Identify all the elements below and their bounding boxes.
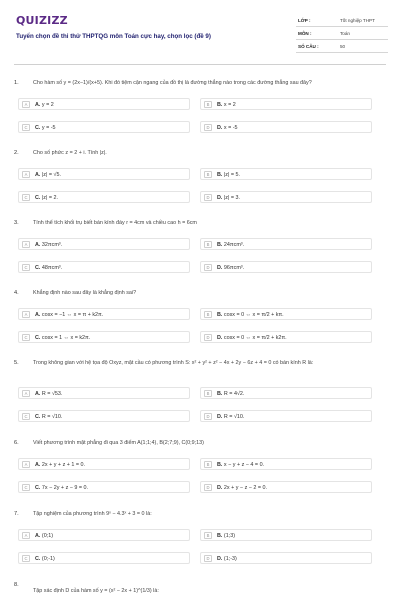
option-letter: A xyxy=(22,311,30,318)
option-letter: B xyxy=(204,532,212,539)
option-text: x = 2 xyxy=(223,101,236,108)
option-prefix: D. xyxy=(217,334,223,341)
question-number: 8. xyxy=(14,582,19,588)
option-text: 24πcm³. xyxy=(223,241,245,248)
option-5c[interactable] xyxy=(18,410,190,422)
option-6a[interactable] xyxy=(18,458,190,470)
option-prefix: B. xyxy=(217,532,223,539)
question-text: Cho hàm số y = (2x−1)/(x+5). Khi đó tiệm cận ngang của đồ thị là đường thẳng nào trong các đường thẳng sau đây? xyxy=(33,80,312,86)
question-text: Tính thể tích khối trụ biết bán kính đáy r = 4cm và chiều cao h = 6cm xyxy=(33,220,197,226)
option-text: 2x + y − z − 2 = 0. xyxy=(223,484,268,491)
option-letter: C xyxy=(22,334,30,341)
option-prefix: A. xyxy=(35,241,41,248)
meta-value: 50 xyxy=(340,44,346,49)
option-prefix: A. xyxy=(35,390,41,397)
quizizz-logo: QUIZIZZ xyxy=(16,14,68,27)
option-text: (0;1) xyxy=(41,532,53,539)
option-text: 32πcm³. xyxy=(41,241,63,248)
option-text: 48πcm³. xyxy=(41,264,63,271)
option-text: cosx = 0 ⇔ x = π/2 + kπ. xyxy=(223,311,284,318)
option-letter: D xyxy=(204,264,212,271)
option-letter: A xyxy=(22,532,30,539)
question-number: 3. xyxy=(14,220,19,226)
option-letter: A xyxy=(22,461,30,468)
meta-row-count xyxy=(296,40,388,53)
option-text: x − y + z − 4 = 0. xyxy=(223,461,265,468)
option-prefix: C. xyxy=(35,484,41,491)
option-text: cosx = −1 ⇔ x = π + k2π. xyxy=(41,311,104,318)
option-letter: D xyxy=(204,194,212,201)
option-text: |z| = 2. xyxy=(41,194,59,201)
option-letter: B xyxy=(204,101,212,108)
question-text: Khẳng định nào sau đây là khẳng định sai? xyxy=(33,290,137,296)
option-7a[interactable] xyxy=(18,529,190,541)
option-letter: B xyxy=(204,311,212,318)
option-prefix: B. xyxy=(217,390,223,397)
option-1b[interactable] xyxy=(200,98,372,110)
worksheet-header xyxy=(0,0,400,66)
option-3a[interactable] xyxy=(18,238,190,250)
option-letter: C xyxy=(22,124,30,131)
option-prefix: A. xyxy=(35,532,41,539)
option-text: (1;-3) xyxy=(223,555,237,562)
option-letter: D xyxy=(204,334,212,341)
option-text: (1;3) xyxy=(223,532,235,539)
question-text: Viết phương trình mặt phẳng đi qua 3 điểm A(1;1;4), B(2;7;9), C(0;9;13) xyxy=(33,440,204,446)
meta-key: MÔN : xyxy=(298,31,312,36)
option-prefix: C. xyxy=(35,413,41,420)
option-prefix: A. xyxy=(35,101,41,108)
option-prefix: B. xyxy=(217,241,223,248)
option-prefix: D. xyxy=(217,555,223,562)
option-letter: B xyxy=(204,390,212,397)
option-prefix: D. xyxy=(217,124,223,131)
option-letter: C xyxy=(22,194,30,201)
option-7d[interactable] xyxy=(200,552,372,564)
option-letter: A xyxy=(22,101,30,108)
option-letter: C xyxy=(22,413,30,420)
meta-row-class xyxy=(296,14,388,27)
option-prefix: A. xyxy=(35,311,41,318)
option-text: 7x − 2y + z − 9 = 0. xyxy=(41,484,89,491)
question-text: Cho số phức z = 2 + i. Tính |z|. xyxy=(33,150,107,156)
option-2c[interactable] xyxy=(18,191,190,203)
option-letter: B xyxy=(204,241,212,248)
option-2b[interactable] xyxy=(200,168,372,180)
question-number: 2. xyxy=(14,150,19,156)
option-letter: D xyxy=(204,413,212,420)
option-5d[interactable] xyxy=(200,410,372,422)
question-number: 7. xyxy=(14,511,19,517)
option-prefix: B. xyxy=(217,101,223,108)
option-prefix: A. xyxy=(35,171,41,178)
option-4d[interactable] xyxy=(200,331,372,343)
meta-table xyxy=(296,14,388,53)
option-6c[interactable] xyxy=(18,481,190,493)
option-text: R = √10. xyxy=(223,413,245,420)
option-prefix: C. xyxy=(35,334,41,341)
option-prefix: D. xyxy=(217,264,223,271)
header-divider xyxy=(14,64,386,65)
option-3c[interactable] xyxy=(18,261,190,273)
meta-key: SỐ CÂU : xyxy=(298,44,319,49)
option-text: 96πcm³. xyxy=(223,264,245,271)
option-text: x = -5 xyxy=(223,124,238,131)
question-text: Tập nghiệm của phương trình 9ˣ − 4.3ˣ + 3 = 0 là: xyxy=(33,511,152,517)
option-prefix: B. xyxy=(217,171,223,178)
option-5a[interactable] xyxy=(18,387,190,399)
option-text: (0;-1) xyxy=(41,555,55,562)
option-text: |z| = 5. xyxy=(223,171,241,178)
option-letter: D xyxy=(204,484,212,491)
option-text: R = 4√2. xyxy=(223,390,245,397)
option-7c[interactable] xyxy=(18,552,190,564)
option-text: 2x + y + z + 1 = 0. xyxy=(41,461,86,468)
meta-key: LỚP : xyxy=(298,18,311,23)
meta-row-subject xyxy=(296,27,388,40)
meta-value: Toán xyxy=(340,31,350,36)
option-letter: B xyxy=(204,171,212,178)
option-prefix: C. xyxy=(35,124,41,131)
option-prefix: B. xyxy=(217,311,223,318)
question-number: 1. xyxy=(14,80,19,86)
option-text: R = √53. xyxy=(41,390,63,397)
option-letter: C xyxy=(22,484,30,491)
meta-value: Tốt nghiệp THPT xyxy=(340,18,375,23)
option-prefix: D. xyxy=(217,413,223,420)
option-letter: A xyxy=(22,241,30,248)
option-2a[interactable] xyxy=(18,168,190,180)
option-letter: D xyxy=(204,124,212,131)
option-prefix: C. xyxy=(35,264,41,271)
option-3b[interactable] xyxy=(200,238,372,250)
option-text: R = √10. xyxy=(41,413,63,420)
question-text: Trong không gian với hệ tọa độ Oxyz, mặt cầu có phương trình S: x² + y² + z² − 4x + 2y − 6z + 4 = 0 có bán kính R là: xyxy=(33,360,314,366)
option-6d[interactable] xyxy=(200,481,372,493)
option-letter: C xyxy=(22,264,30,271)
option-text: cosx = 0 ⇔ x = π/2 + k2π. xyxy=(223,334,287,341)
worksheet-title: Tuyển chọn đề thi thử THPTQG môn Toán cực hay, chọn lọc (đề 9) xyxy=(16,33,211,40)
option-7b[interactable] xyxy=(200,529,372,541)
question-number: 5. xyxy=(14,360,19,366)
option-prefix: D. xyxy=(217,194,223,201)
question-text: Tập xác định D của hàm số y = (x² − 2x + 1)^(1/3) là: xyxy=(33,588,159,594)
option-prefix: B. xyxy=(217,461,223,468)
option-2d[interactable] xyxy=(200,191,372,203)
option-4b[interactable] xyxy=(200,308,372,320)
option-prefix: D. xyxy=(217,484,223,491)
question-number: 6. xyxy=(14,440,19,446)
option-letter: D xyxy=(204,555,212,562)
option-text: y = -5 xyxy=(41,124,56,131)
option-letter: B xyxy=(204,461,212,468)
option-text: cosx = 1 ⇔ x = k2π. xyxy=(41,334,91,341)
option-text: |z| = √5. xyxy=(41,171,61,178)
option-1c[interactable] xyxy=(18,121,190,133)
question-number: 4. xyxy=(14,290,19,296)
option-letter: A xyxy=(22,390,30,397)
option-1d[interactable] xyxy=(200,121,372,133)
option-6b[interactable] xyxy=(200,458,372,470)
option-letter: A xyxy=(22,171,30,178)
option-4c[interactable] xyxy=(18,331,190,343)
option-1a[interactable] xyxy=(18,98,190,110)
option-5b[interactable] xyxy=(200,387,372,399)
option-3d[interactable] xyxy=(200,261,372,273)
option-letter: C xyxy=(22,555,30,562)
option-prefix: C. xyxy=(35,555,41,562)
option-4a[interactable] xyxy=(18,308,190,320)
option-text: y = 2 xyxy=(41,101,54,108)
option-prefix: C. xyxy=(35,194,41,201)
option-prefix: A. xyxy=(35,461,41,468)
option-text: |z| = 3. xyxy=(223,194,241,201)
